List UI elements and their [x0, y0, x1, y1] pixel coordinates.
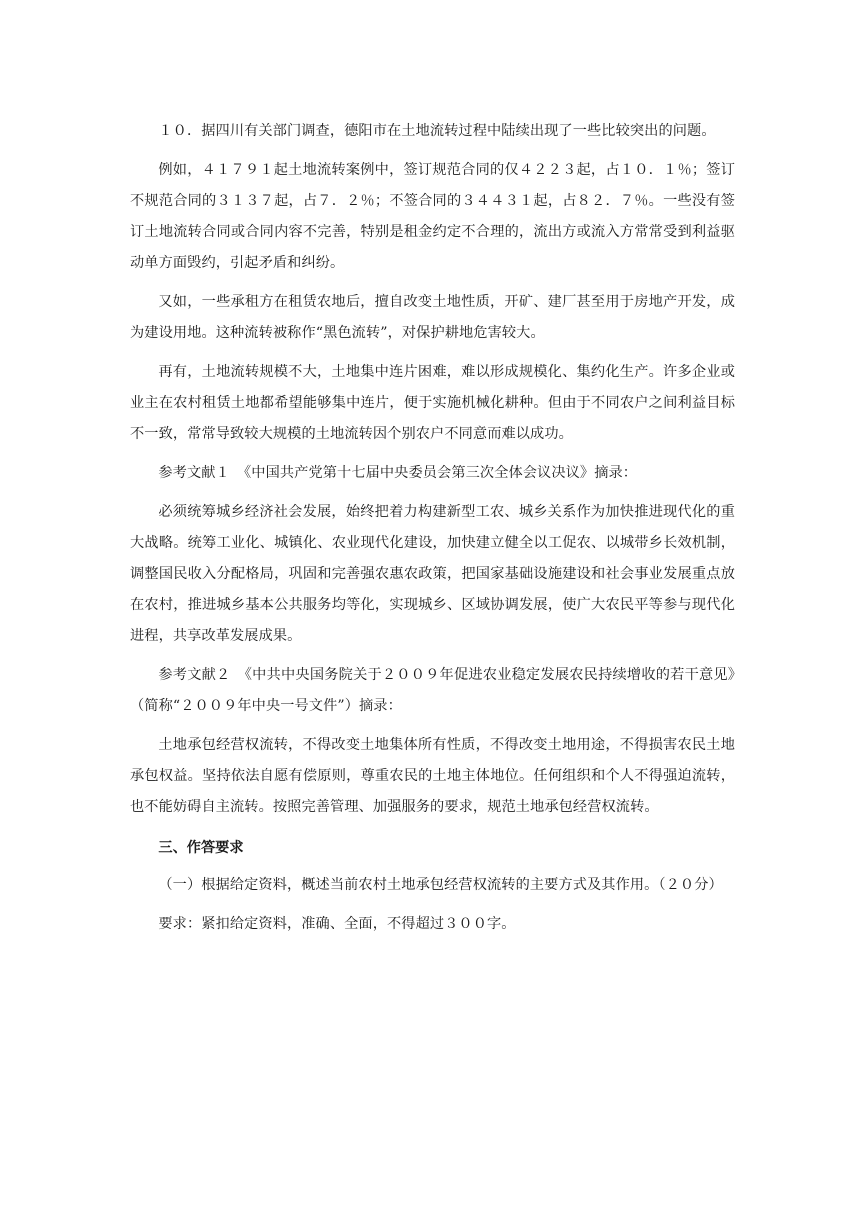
reference-2-excerpt: 土地承包经营权流转，不得改变土地集体所有性质，不得改变土地用途，不得损害农民土地承包权益。坚持依法自愿有偿原则，尊重农民的土地主体地位。任何组织和个人不得强迫流转，也不能妨碍自主流转。按照完善管理、加强服务的要求，规范土地承包经营权流转。 — [130, 737, 735, 815]
question-1: （一）根据给定资料，概述当前农村土地承包经营权流转的主要方式及其作用。（２０分） — [158, 877, 723, 893]
answer-requirement: 要求：紧扣给定资料，准确、全面，不得超过３００字。 — [158, 916, 516, 932]
paragraph-contract-statistics: 例如，４１７９１起土地流转案例中，签订规范合同的仅４２２３起，占１０．１％；签订不规范合同的３１３７起，占７．２％；不签合同的３４４３１起，占８２．７％。一些没有签订土地流转合同或合同内容不完善，特别是租金约定不合理的，流出方或流入方常常受到利益驱动单方面毁约，引起矛盾和纠纷。 — [130, 162, 735, 271]
paragraph-black-transfer: 又如，一些承租方在租赁农地后，擅自改变土地性质，开矿、建厂甚至用于房地产开发，成为建设用地。这种流转被称作“黑色流转”，对保护耕地危害较大。 — [130, 294, 735, 341]
section-heading: 三、作答要求 — [158, 840, 244, 856]
reference-1-title: 参考文献１ 《中国共产党第十七届中央委员会第三次全体会议决议》摘录： — [158, 465, 638, 481]
paragraph-problem-intro: １０．据四川有关部门调查，德阳市在土地流转过程中陆续出现了一些比较突出的问题。 — [158, 123, 716, 139]
reference-1-excerpt: 必须统筹城乡经济社会发展，始终把着力构建新型工农、城乡关系作为加快推进现代化的重大战略。统筹工业化、城镇化、农业现代化建设，加快建立健全以工促农、以城带乡长效机制，调整国民收入分配格局，巩固和完善强农惠农政策，把国家基础设施建设和社会事业发展重点放在农村，推进城乡基本公共服务均等化，实现城乡、区域协调发展，使广大农民平等参与现代化进程，共享改革发展成果。 — [130, 504, 735, 644]
reference-2-title: 参考文献２ 《中共中央国务院关于２００９年促进农业稳定发展农民持续增收的若干意见》（简称“２００９年中央一号文件”）摘录： — [130, 667, 735, 714]
paragraph-scale-issue: 再有，土地流转规模不大，土地集中连片困难，难以形成规模化、集约化生产。许多企业或业主在农村租赁土地都希望能够集中连片，便于实施机械化耕种。但由于不同农户之间利益目标不一致，常常导致较大规模的土地流转因个别农户不同意而难以成功。 — [130, 364, 735, 442]
